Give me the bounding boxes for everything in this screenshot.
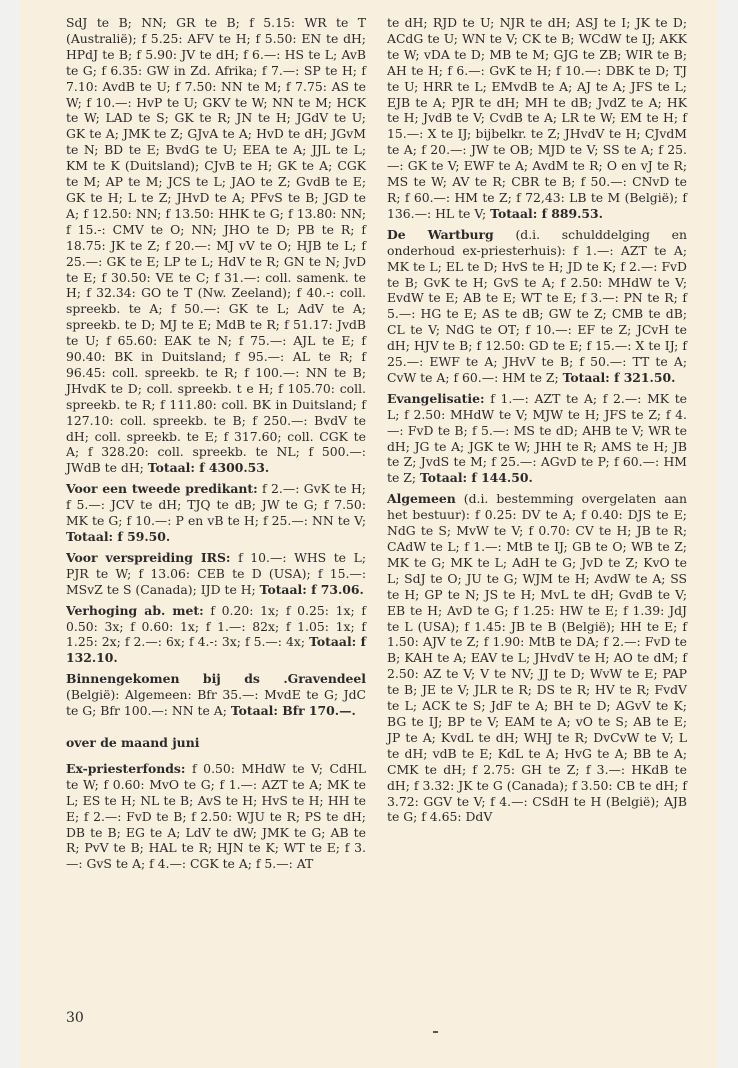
entry-total: Totaal: f 144.50.	[419, 470, 533, 486]
entry-text: (d.i. bestemming overgelaten aan het bestuur): f 0.25: DV te A; f 0.40: DJS te E; NdG te S; MvW te V; f 0.70: CV te H; JB te R; CAdW te L; f 1.—: MtB te IJ; GB te O; WB te Z; MK te G; MK te L; AdH te G; JvD te Z; KvO te L; SdJ te O; JU te G; WJM te H; AvdW te A; SS te H; GP te N; JS te H; MvL te dH; GvdB te V; EB te H; AvD te G; f 1.25: HW te E; f 1.39: JdJ te L (USA); f 1.45: JB te B (België); HH te E; f 1.50: AJV te Z; f 1.90: MtB te DA; f 2.—: FvD te B; KAH te A; EAV te L; JHvdV te H; AO te dM; f 2.50: AZ te V; V te NV; JJ te D; WvW te E; PAP te B; JE te V; JLR te R; DS te R; HV te R; FvdV te L; ACK te S; JdF te A; BH te D; AGvV te K; BG te IJ; BP te V; EAM te A; vO te S; AB te E; JP te A; KvdL te dH; WHJ te R; DvCvW te V; L te dH; vdB te E; KdL te A; HvG te A; BB te A; CMK te dH; f 2.75: GH te Z; f 3.—: HKdB te dH; f 3.32: JK te G (Canada); f 3.50: CB te dH; f 3.72: GGV te V; f 4.—: CSdH te H (België); AJB te G; f 4.65: DdV	[387, 491, 687, 825]
entry-total: Totaal: f 321.50.	[562, 369, 676, 385]
entry-text: f 10.—: WHS te L; PJR te W; f 13.06: CEB te D (USA); f 15.—: MSvZ te S (Canada); IJD te H;	[66, 549, 367, 597]
entry-paragraph	[387, 491, 687, 825]
paragraph-text: SdJ te B; NN; GR te B; f 5.15: WR te T (Australië); f 5.25: AFV te H; f 5.50: EN te dH; HPdJ te B; f 5.90: JV te dH; f 6.—: HS te L; AvB te G; f 6.35: GW in Zd. Afrika; f 7.—: SP te H; f 7.10: AvdB te U; f 7.50: NN te M; f 7.75: AS te W; f 10.—: HvP te U; GKV te W; NN te M; HCK te W; LAD te S; GK te R; JN te H; JGdV te U; GK te A; JMK te Z; GJvA te A; HvD te dH; JGvM te N; BD te E; BvdG te U; EEA te A; JJL te L; KM te K (Duitsland); CJvB te H; GK te A; CGK te M; AP te M; JCS te L; JAO te Z; GvdB te E; GK te H; L te Z; JHvD te A; PFvS te B; JGD te A; f 12.50: NN; f 13.50: HHK te G; f 13.80: NN; f 15.-: CMV te O; NN; JHO te D; PB te R; f 18.75: JK te Z; f 20.—: MJ vV te O; HJB te L; f 25.—: GK te E; LP te L; HdV te R; GN te N; JvD te E; f 30.50: VE te C; f 31.—: coll. samenk. te H; f 32.34: GO te T (Nw. Zeeland); f 40.-: coll. spreekb. te A; f 50.—: GK te L; AdV te A; spreekb. te D; MJ te E; MdB te R; f 51.17: JvdB te U; f 65.60: EAK te N; f 75.—: AJL te E; f 90.40: BK in Duitsland; f 95.—: AL te R; f 96.45: coll. spreekb. te R; f 100.—: NN te B; JHvdK te D; coll. spreekb. t e H; f 105.70: coll. spreekb. te R; f 111.80: coll. BK in Duitsland; f 127.10: coll. spreekb. te B; f 250.—: BvdV te dH; coll. spreekb. te E; f 317.60; coll. CGK te A; f 328.20: coll. spreekb. te NL; f 500.—: JWdB te dH;	[66, 15, 366, 476]
entry-paragraph	[66, 671, 366, 719]
month-heading: over de maand juni	[66, 734, 200, 750]
entry-text: f 0.50: MHdW te V; CdHL te W; f 0.60: MvO te G; f 1.—: AZT te A; MK te L; ES te H; NL te B; AvS te H; HvS te H; HH te E; f 2.—: FvD te B; f 2.50: WJU te R; PS te dH; DB te B; EG te A; LdV te dW; JMK te G; AB te R; PvV te B; HAL te R; HJN te K; WT te E; f 3.—: GvS te A; f 4.—: CGK te A; f 5.—: AT	[66, 760, 366, 872]
entry-paragraph	[66, 550, 366, 598]
entry-heading: Voor verspreiding IRS:	[66, 549, 231, 565]
page-number: 30	[66, 1010, 84, 1026]
entry-text: f 0.20: 1x; f 0.25: 1x; f 0.50: 3x; f 0.60: 1x; f 1.—: 82x; f 1.05: 1x; f 1.25: 2x; f 2.—: 6x; f 4.-: 3x; f 5.—: 4x;	[66, 602, 366, 650]
entry-total: Totaal: Bfr 170.—.	[230, 703, 356, 719]
left-column	[66, 15, 366, 872]
entry-total: Totaal: f 59.50.	[66, 529, 171, 544]
continued-paragraph	[66, 15, 366, 476]
dash-mark	[433, 1031, 438, 1033]
continued-paragraph	[387, 15, 687, 222]
entry-text: f 2.—: GvK te H; f 5.—: JCV te dH; TJQ te dB; JW te G; f 7.50: MK te G; f 10.—: P en vB te H; f 25.—: NN te V;	[66, 481, 366, 529]
entry-heading: Evangelisatie:	[387, 390, 485, 406]
right-column	[387, 15, 687, 825]
paragraph-total: Totaal: f 4300.53.	[147, 460, 270, 476]
entry-paragraph	[66, 761, 366, 872]
entry-text: (d.i. schulddelging en onderhoud ex-priesterhuis): f 1.—: AZT te A; MK te L; EL te D; HvS te H; JD te K; f 2.—: FvD te B; GvK te H; GvS te A; f 2.50: MHdW te V; EvdW te E; AB te E; WT te E; f 3.—: PN te R; f 5.—: HG te E; AS te dB; GW te Z; CMB te dB; CL te V; NdG te OT; f 10.—: EF te Z; JCvH te dH; HJV te B; f 12.50: GD te E; f 15.—: X te IJ; f 25.—: EWF te A; JHvV te B; f 50.—: TT te A; CvW te A; f 60.—: HM te Z;	[387, 226, 687, 385]
entry-paragraph	[387, 391, 687, 486]
entry-heading: De Wartburg	[387, 226, 494, 242]
paragraph-text: te dH; RJD te U; NJR te dH; ASJ te I; JK te D; ACdG te U; WN te V; CK te B; WCdW te IJ; AKK te W; vDA te D; MB te M; GJG te ZB; WIR te B; AH te H; f 6.—: GvK te H; f 10.—: DBK te D; TJ te U; HRR te L; EMvdB te A; AJ te A; JFS te L; EJB te A; PJR te dH; MH te dB; JvdZ te A; HK te H; JvdB te V; CvdB te A; LR te W; EM te H; f 15.—: X te IJ; bijbelkr. te Z; JHvdV te H; CJvdM te A; f 20.—: JW te OB; MJD te V; SS te A; f 25.—: GK te V; EWF te A; AvdM te R; O en vJ te R; MS te W; AV te R; CBR te B; f 50.—: CNvD te R; f 60.—: HM te Z; f 72,43: LB te M (België); f 136.—: HL te V;	[387, 15, 687, 221]
entry-text: f 1.—: AZT te A; f 2.—: MK te L; f 2.50: MHdW te V; MJW te H; JFS te Z; f 4.—: FvD te B; f 5.—: MS te dD; AHB te V; WR te dH; JG te A; JGK te W; JHH te R; AMS te H; JB te Z; JvdS te M; f 25.—: AGvD te P; f 60.—: HM te Z;	[387, 390, 687, 486]
entry-text: (België): Algemeen: Bfr 35.—: MvdE te G; JdC te G; Bfr 100.—: NN te A;	[66, 687, 366, 719]
entry-total: Totaal: f 73.06.	[259, 581, 364, 597]
entry-heading: Voor een tweede predikant:	[66, 481, 258, 497]
entry-total: Totaal: f 132.10.	[66, 634, 366, 666]
entry-heading: Verhoging ab. met:	[66, 602, 204, 618]
entry-paragraph	[66, 603, 366, 667]
document-page	[20, 0, 718, 1068]
entry-heading: Ex-priesterfonds:	[66, 760, 186, 776]
entry-heading: Algemeen	[387, 491, 456, 507]
entry-heading: Binnengekomen bij ds .Gravendeel	[66, 671, 366, 687]
entry-paragraph	[66, 481, 366, 545]
paragraph-total: Totaal: f 889.53.	[490, 205, 603, 221]
entry-paragraph	[387, 227, 687, 386]
